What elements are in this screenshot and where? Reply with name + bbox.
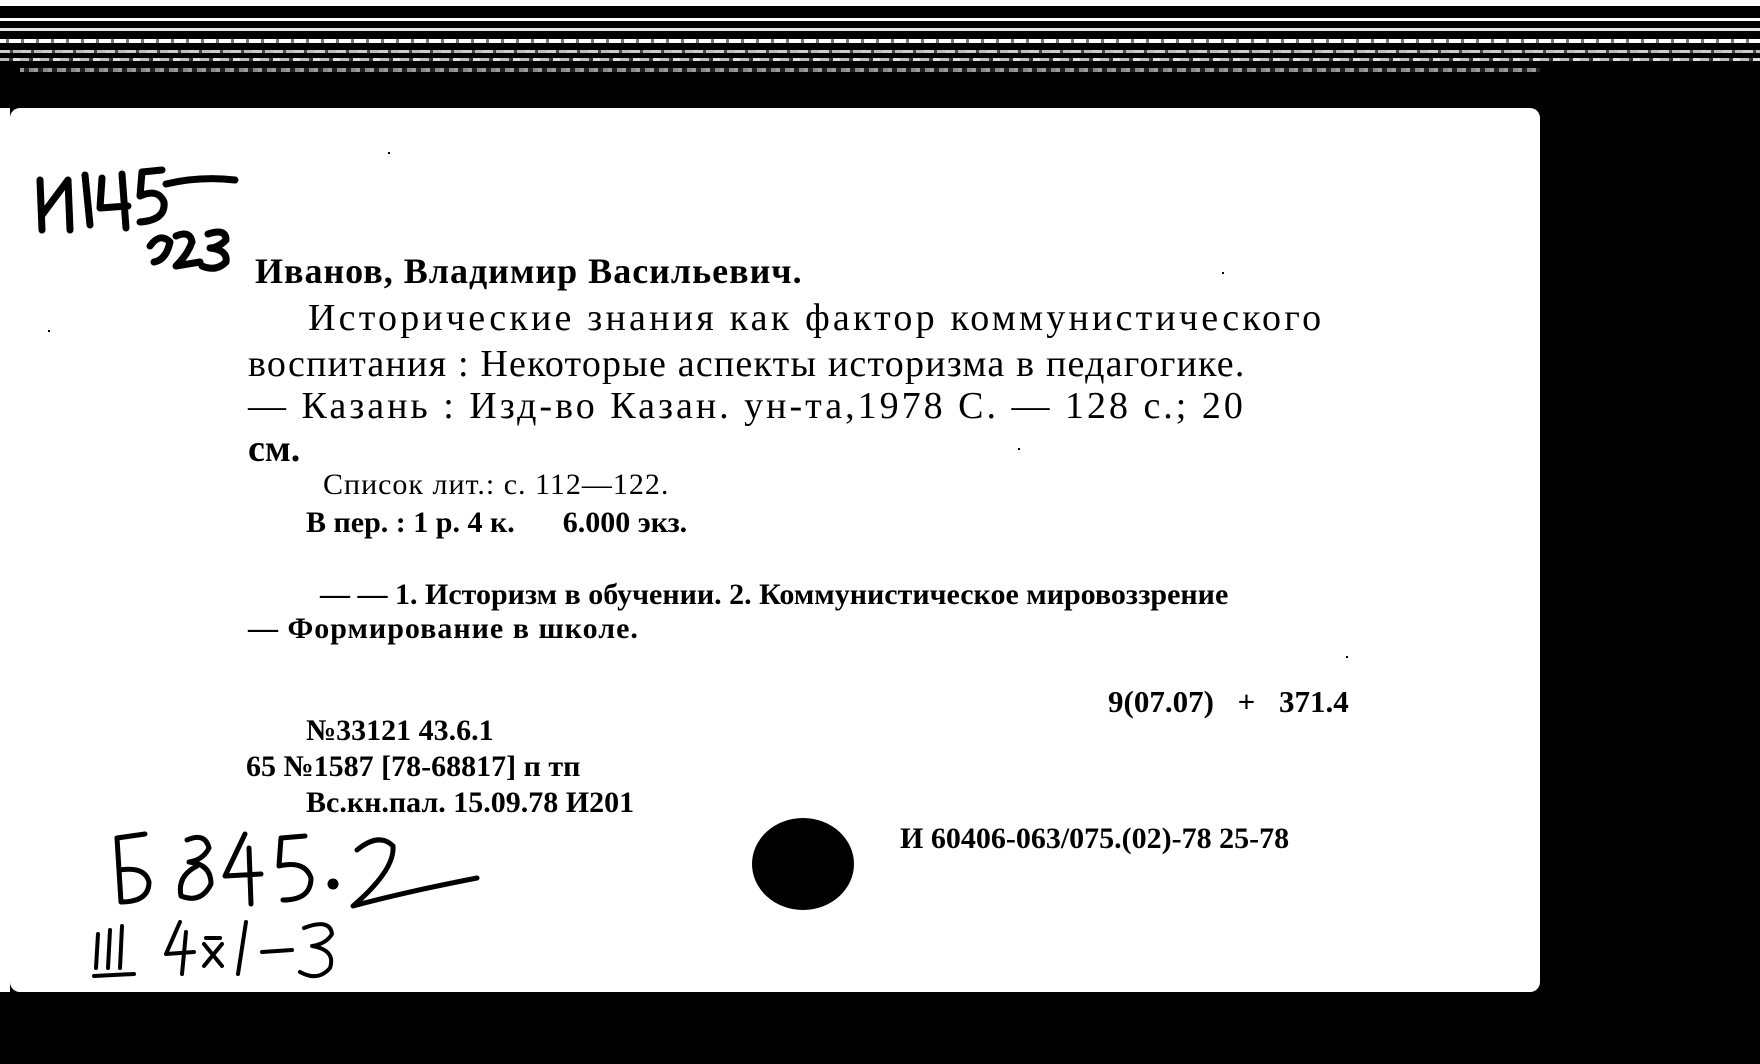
dimensions-line: см. xyxy=(248,428,301,470)
scan-line xyxy=(20,68,1540,72)
punch-hole xyxy=(752,818,854,910)
scan-line xyxy=(0,39,1760,43)
handwritten-note xyxy=(90,910,390,990)
scan-line xyxy=(0,18,1760,21)
scan-line xyxy=(0,28,1760,31)
classification-code: 9(07.07) + 371.4 xyxy=(1108,684,1349,719)
bibliography-note: Список лит.: с. 112—122. xyxy=(323,468,670,501)
speck xyxy=(1018,448,1020,450)
record-line-3: Вс.кн.пал. 15.09.78 И201 xyxy=(306,786,635,819)
index-number: И 60406-063/075.(02)-78 25-78 xyxy=(900,822,1290,855)
subject-line-1: — — 1. Историзм в обучении. 2. Коммунистическое мировоззрение xyxy=(320,578,1229,611)
speck xyxy=(48,330,50,332)
card-edge xyxy=(0,108,10,992)
speck xyxy=(1222,272,1224,274)
speck xyxy=(1346,656,1348,658)
handwritten-call-number xyxy=(105,820,505,920)
price: В пер. : 1 р. 4 к. xyxy=(306,506,515,539)
record-line-1: №33121 43.6.1 xyxy=(306,714,494,747)
print-run: 6.000 экз. xyxy=(562,506,688,539)
title-line-2: воспитания : Некоторые аспекты историзма в педагогике. xyxy=(248,343,1246,385)
scan-line xyxy=(0,0,1760,6)
price-and-run xyxy=(306,506,687,540)
publication-line: — Казань : Изд-во Казан. ун-та,1978 С. — 128 с.; 20 xyxy=(248,385,1246,427)
subject-line-2: — Формирование в школе. xyxy=(248,612,639,645)
scan-line xyxy=(0,50,1760,53)
handwritten-shelfmark xyxy=(30,150,260,280)
author-heading: Иванов, Владимир Васильевич. xyxy=(255,251,803,291)
record-line-2: 65 №1587 [78-68817] п тп xyxy=(246,750,581,783)
speck xyxy=(388,152,390,154)
title-line-1: Исторические знания как фактор коммунистического xyxy=(308,297,1325,339)
scan-line xyxy=(0,58,1760,61)
